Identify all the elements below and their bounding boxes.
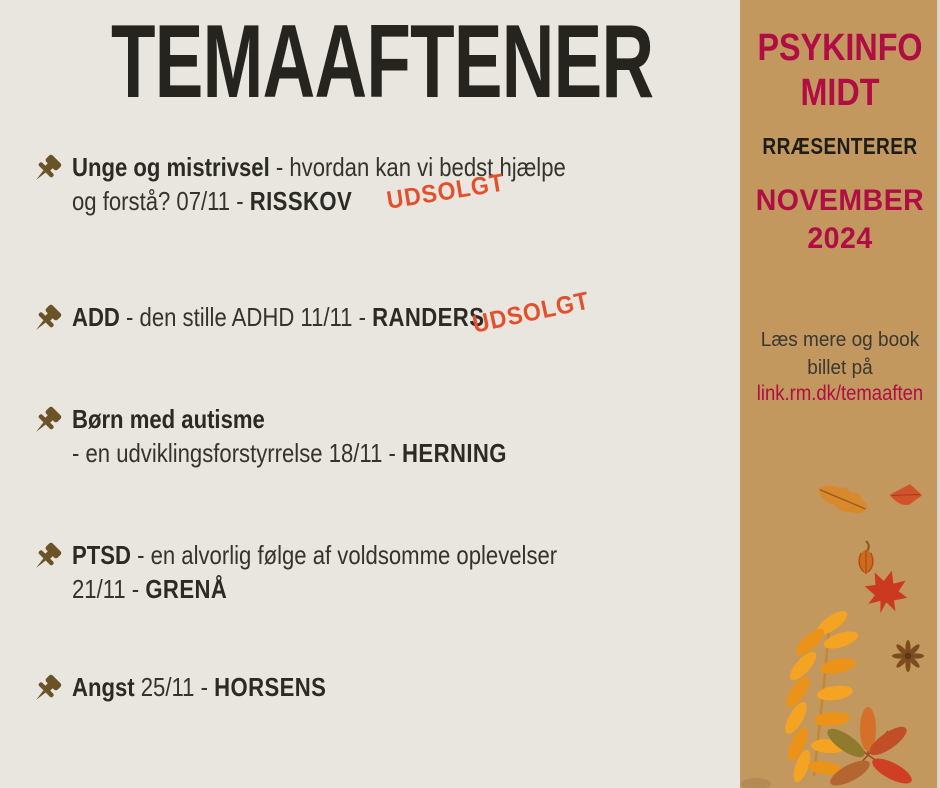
event-unge-og-mistrivsel: [26, 150, 706, 218]
event-topic: PTSD: [72, 540, 131, 570]
oak-leaf-icon: [814, 478, 871, 520]
event-ptsd: [26, 538, 706, 606]
brand-line1: PSYKINFO: [757, 27, 923, 69]
cta-text: [745, 326, 935, 382]
event-add: [26, 286, 706, 339]
rowan-leaf-icon: [781, 607, 860, 784]
event-city: HORSENS: [214, 672, 327, 702]
event-text: [72, 150, 706, 218]
month-year: 2024: [807, 222, 873, 255]
event-text: [72, 538, 706, 606]
autumn-leaves-decoration: [740, 460, 940, 788]
event-city: RISSKOV: [249, 186, 353, 216]
event-city: RANDERS: [372, 302, 485, 332]
event-description: - hvordan kan vi bedst hjælpe: [269, 152, 566, 182]
star-anise-icon: [892, 640, 924, 672]
event-description: - en alvorlig følge af voldsomme oplevelser: [130, 540, 558, 570]
cta-line2: billet på: [807, 357, 873, 379]
event-city: GRENÅ: [145, 574, 228, 604]
soldout-stamp: UDSOLGT: [384, 168, 507, 215]
event-topic: ADD: [72, 302, 120, 332]
event-text: [72, 670, 706, 704]
page-title: TEMAAFTENER: [111, 4, 654, 120]
event-description: - den stille ADHD 11/11 -: [119, 302, 373, 332]
month-name: NOVEMBER: [755, 184, 925, 217]
pushpin-icon: [26, 402, 66, 442]
event-description: og forstå? 07/11 -: [72, 186, 250, 216]
event-topic: Børn med autisme: [72, 404, 265, 434]
physalis-icon: [858, 541, 874, 574]
pushpin-icon: [26, 150, 66, 190]
event-angst: [26, 670, 706, 704]
event-topic: Angst: [72, 672, 135, 702]
event-boern-med-autisme: [26, 402, 706, 470]
leaf-shadow: [741, 778, 771, 788]
small-red-leaf-icon: [888, 482, 923, 507]
event-description: - en udviklingsforstyrrelse 18/11 -: [72, 438, 403, 468]
event-description: 21/11 -: [72, 574, 146, 604]
month-title: [745, 182, 935, 258]
booking-link[interactable]: link.rm.dk/temaaften: [756, 382, 924, 405]
cta-line1: Læs mere og book: [760, 329, 920, 351]
pushpin-icon: [26, 670, 66, 710]
event-city: HERNING: [402, 438, 507, 468]
brand-line2: MIDT: [800, 72, 880, 114]
pushpin-icon: [26, 538, 66, 578]
event-text: [72, 286, 706, 339]
presents-label: RRÆSENTERER: [762, 133, 918, 159]
pushpin-icon: [26, 300, 66, 340]
soldout-stamp: UDSOLGT: [470, 286, 593, 339]
event-text: [72, 402, 706, 470]
event-description: 25/11 -: [134, 672, 215, 702]
event-topic: Unge og mistrivsel: [72, 152, 270, 182]
brand-title: [755, 26, 925, 116]
